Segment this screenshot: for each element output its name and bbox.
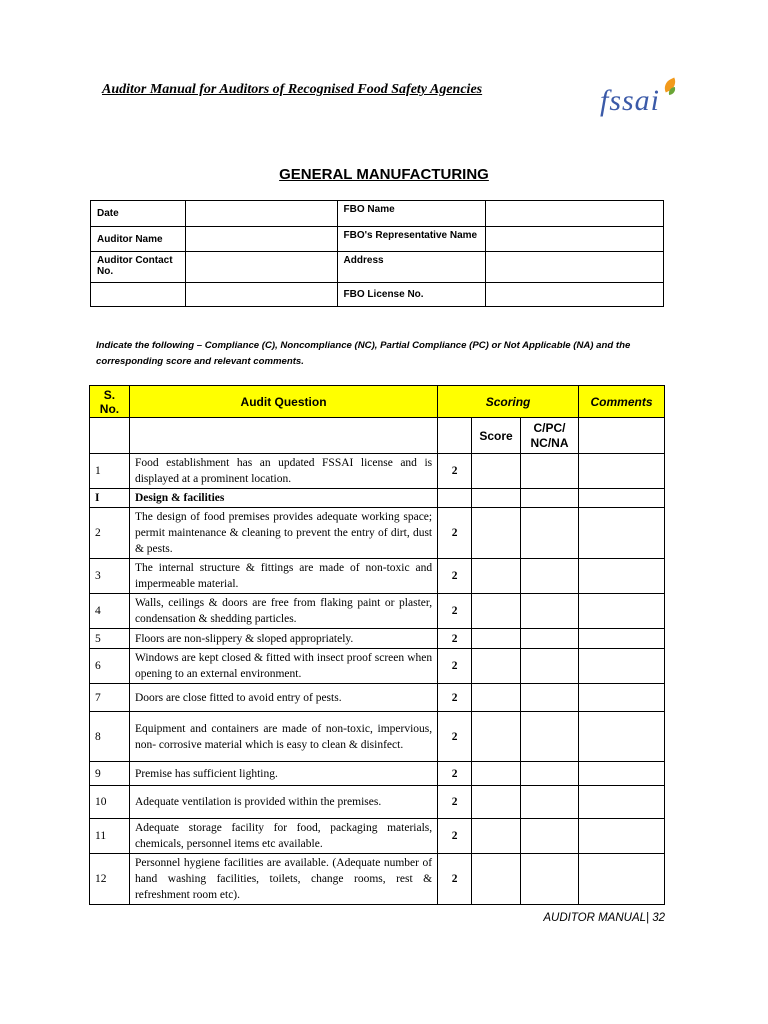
label-fbo-name: FBO Name bbox=[337, 201, 486, 227]
score-cell[interactable] bbox=[472, 629, 521, 649]
table-row bbox=[90, 819, 665, 854]
max-score: 2 bbox=[438, 594, 472, 629]
row-number: 10 bbox=[90, 786, 130, 819]
label-fbo-rep: FBO's Representative Name bbox=[337, 227, 486, 252]
max-score: 2 bbox=[438, 786, 472, 819]
compliance-cell[interactable] bbox=[521, 684, 579, 712]
max-score: 2 bbox=[438, 559, 472, 594]
comments-cell[interactable] bbox=[579, 712, 665, 762]
label-auditor-contact: Auditor Contact No. bbox=[91, 252, 186, 283]
max-score: 2 bbox=[438, 629, 472, 649]
row-number: 8 bbox=[90, 712, 130, 762]
max-score: 2 bbox=[438, 454, 472, 489]
table-row bbox=[90, 454, 665, 489]
score-cell[interactable] bbox=[472, 594, 521, 629]
table-row bbox=[90, 649, 665, 684]
header-scoring: Scoring bbox=[438, 386, 579, 418]
row-number: 2 bbox=[90, 508, 130, 559]
row-number: 9 bbox=[90, 762, 130, 786]
audit-question: Adequate ventilation is provided within the premises. bbox=[129, 786, 437, 819]
score-cell[interactable] bbox=[472, 559, 521, 594]
section-empty bbox=[438, 489, 472, 508]
comments-cell[interactable] bbox=[579, 649, 665, 684]
row-number: 3 bbox=[90, 559, 130, 594]
audit-question: Food establishment has an updated FSSAI license and is displayed at a prominent location. bbox=[129, 454, 437, 489]
audit-question: Personnel hygiene facilities are available. (Adequate number of hand washing facilities, toilets, change rooms, rest & refreshment room etc). bbox=[129, 854, 437, 905]
compliance-cell[interactable] bbox=[521, 629, 579, 649]
section-title: Design & facilities bbox=[129, 489, 437, 508]
row-number: 12 bbox=[90, 854, 130, 905]
max-score: 2 bbox=[438, 819, 472, 854]
table-row bbox=[90, 712, 665, 762]
header-sno: S. No. bbox=[90, 386, 130, 418]
audit-question: The design of food premises provides adequate working space; permit maintenance & cleaning to prevent the entry of dirt, dust & pests. bbox=[129, 508, 437, 559]
sub-empty bbox=[579, 418, 665, 454]
row-number: 5 bbox=[90, 629, 130, 649]
audit-table bbox=[89, 385, 665, 905]
fbo-license-field[interactable] bbox=[486, 283, 664, 307]
header-score: Score bbox=[472, 418, 521, 454]
table-row bbox=[90, 594, 665, 629]
sub-empty bbox=[438, 418, 472, 454]
table-row bbox=[90, 508, 665, 559]
header-comments: Comments bbox=[579, 386, 665, 418]
section-empty bbox=[472, 489, 521, 508]
auditor-contact-field[interactable] bbox=[185, 252, 337, 283]
audit-question: Windows are kept closed & fitted with insect proof screen when opening to an external environment. bbox=[129, 649, 437, 684]
row-number: 6 bbox=[90, 649, 130, 684]
max-score: 2 bbox=[438, 684, 472, 712]
auditor-name-field[interactable] bbox=[185, 227, 337, 252]
audit-question: The internal structure & fittings are made of non-toxic and impermeable material. bbox=[129, 559, 437, 594]
compliance-cell[interactable] bbox=[521, 712, 579, 762]
label-date: Date bbox=[91, 201, 186, 227]
comments-cell[interactable] bbox=[579, 594, 665, 629]
table-row bbox=[90, 762, 665, 786]
comments-cell[interactable] bbox=[579, 786, 665, 819]
score-cell[interactable] bbox=[472, 854, 521, 905]
score-cell[interactable] bbox=[472, 454, 521, 489]
logo-text: fssai bbox=[600, 84, 661, 117]
max-score: 2 bbox=[438, 649, 472, 684]
section-row bbox=[90, 489, 665, 508]
max-score: 2 bbox=[438, 712, 472, 762]
compliance-cell[interactable] bbox=[521, 559, 579, 594]
row-number: 11 bbox=[90, 819, 130, 854]
comments-cell[interactable] bbox=[579, 854, 665, 905]
compliance-cell[interactable] bbox=[521, 508, 579, 559]
section-empty bbox=[579, 489, 665, 508]
manual-header-title: Auditor Manual for Auditors of Recognised Food Safety Agencies bbox=[102, 82, 483, 97]
empty-field[interactable] bbox=[185, 283, 337, 307]
info-table bbox=[90, 200, 664, 307]
table-row bbox=[90, 854, 665, 905]
date-field[interactable] bbox=[185, 201, 337, 227]
fbo-name-field[interactable] bbox=[486, 201, 664, 227]
max-score: 2 bbox=[438, 854, 472, 905]
empty-cell bbox=[91, 283, 186, 307]
compliance-cell[interactable] bbox=[521, 454, 579, 489]
page-footer: AUDITOR MANUAL| 32 bbox=[543, 912, 665, 924]
sub-empty bbox=[129, 418, 437, 454]
table-row bbox=[90, 559, 665, 594]
score-cell[interactable] bbox=[472, 508, 521, 559]
audit-question: Equipment and containers are made of non-toxic, impervious, non- corrosive material which is easy to clean & disinfect. bbox=[129, 712, 437, 762]
fssai-logo bbox=[600, 78, 680, 118]
header-cpc: C/PC/ NC/NA bbox=[521, 418, 579, 454]
comments-cell[interactable] bbox=[579, 559, 665, 594]
header-question: Audit Question bbox=[129, 386, 437, 418]
score-cell[interactable] bbox=[472, 684, 521, 712]
compliance-cell[interactable] bbox=[521, 854, 579, 905]
audit-question: Doors are close fitted to avoid entry of pests. bbox=[129, 684, 437, 712]
label-auditor-name: Auditor Name bbox=[91, 227, 186, 252]
comments-cell[interactable] bbox=[579, 629, 665, 649]
comments-cell[interactable] bbox=[579, 454, 665, 489]
audit-question: Walls, ceilings & doors are free from flaking paint or plaster, condensation & shedding particles. bbox=[129, 594, 437, 629]
comments-cell[interactable] bbox=[579, 508, 665, 559]
compliance-cell[interactable] bbox=[521, 786, 579, 819]
max-score: 2 bbox=[438, 762, 472, 786]
compliance-cell[interactable] bbox=[521, 594, 579, 629]
label-address: Address bbox=[337, 252, 486, 283]
max-score: 2 bbox=[438, 508, 472, 559]
row-number: 7 bbox=[90, 684, 130, 712]
compliance-cell[interactable] bbox=[521, 649, 579, 684]
compliance-cell[interactable] bbox=[521, 819, 579, 854]
comments-cell[interactable] bbox=[579, 762, 665, 786]
section-empty bbox=[521, 489, 579, 508]
row-number: 4 bbox=[90, 594, 130, 629]
audit-question: Adequate storage facility for food, packaging materials, chemicals, personnel items etc available. bbox=[129, 819, 437, 854]
instructions-note: Indicate the following – Compliance (C), Noncompliance (NC), Partial Compliance (PC) or Not Applicable (NA) and the corresponding score and relevant comments. bbox=[96, 340, 631, 367]
audit-question: Floors are non-slippery & sloped appropriately. bbox=[129, 629, 437, 649]
fbo-rep-field[interactable] bbox=[486, 227, 664, 252]
comments-cell[interactable] bbox=[579, 684, 665, 712]
score-cell[interactable] bbox=[472, 762, 521, 786]
score-cell[interactable] bbox=[472, 712, 521, 762]
address-field[interactable] bbox=[486, 252, 664, 283]
compliance-cell[interactable] bbox=[521, 762, 579, 786]
label-fbo-license: FBO License No. bbox=[337, 283, 486, 307]
table-row bbox=[90, 684, 665, 712]
score-cell[interactable] bbox=[472, 819, 521, 854]
page-title: GENERAL MANUFACTURING bbox=[279, 166, 489, 183]
section-number: I bbox=[90, 489, 130, 508]
table-row bbox=[90, 629, 665, 649]
score-cell[interactable] bbox=[472, 649, 521, 684]
comments-cell[interactable] bbox=[579, 819, 665, 854]
score-cell[interactable] bbox=[472, 786, 521, 819]
audit-question: Premise has sufficient lighting. bbox=[129, 762, 437, 786]
row-number: 1 bbox=[90, 454, 130, 489]
sub-empty bbox=[90, 418, 130, 454]
table-row bbox=[90, 786, 665, 819]
